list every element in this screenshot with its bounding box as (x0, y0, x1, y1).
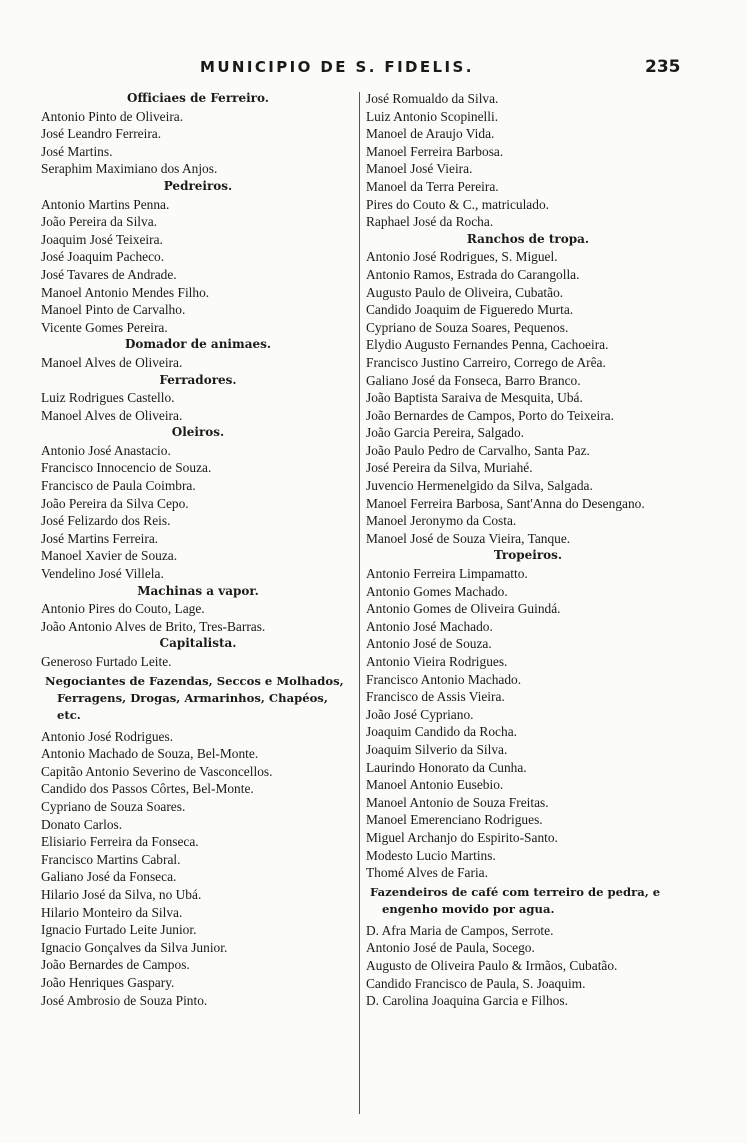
list-item: Joaquim Silverio da Silva. (366, 741, 508, 757)
list-item: Ignacio Gonçalves da Silva Junior. (41, 939, 228, 955)
list-item: Manoel José Vieira. (366, 161, 473, 177)
list-item: Candido dos Passos Côrtes, Bel-Monte. (41, 781, 254, 797)
list-item: Galiano José da Fonseca. (41, 869, 177, 885)
list-item: José Joaquim Pacheco. (41, 249, 165, 265)
list-item: Vicente Gomes Pereira. (41, 319, 168, 335)
section-heading: Tropeiros. (493, 548, 563, 563)
list-item: Francisco Justino Carreiro, Corrego de Arêa. (366, 354, 606, 370)
list-item: João Paulo Pedro de Carvalho, Santa Paz. (366, 442, 590, 458)
section-heading: Ranchos de tropa. (466, 231, 590, 246)
page-number: 235 (645, 57, 681, 77)
section-heading: Pedreiros. (163, 178, 233, 193)
list-item: Donato Carlos. (41, 816, 123, 832)
list-item: Luiz Antonio Scopinelli. (366, 108, 499, 124)
list-item: José Ambrosio de Souza Pinto. (41, 992, 208, 1008)
list-item: Manoel Jeronymo da Costa. (366, 513, 517, 529)
list-item: Manoel da Terra Pereira. (366, 178, 499, 194)
list-item: Luiz Rodrigues Castello. (41, 390, 175, 406)
list-item: João Garcia Pereira, Salgado. (366, 425, 525, 441)
list-item: Galiano José da Fonseca, Barro Branco. (366, 372, 581, 388)
page-title: MUNICIPIO DE S. FIDELIS. (200, 58, 474, 76)
list-item: Manoel Xavier de Souza. (41, 548, 178, 564)
list-item: Antonio José de Paula, Socego. (366, 940, 535, 956)
list-item: Francisco de Paula Coimbra. (41, 478, 196, 494)
list-item: João Pereira da Silva Cepo. (41, 495, 189, 511)
list-item: Miguel Archanjo do Espirito-Santo. (366, 829, 558, 845)
list-item: José Martins Ferreira. (41, 530, 159, 546)
list-item: Antonio José Rodrigues. (41, 728, 174, 744)
list-item: Capitão Antonio Severino de Vasconcellos. (41, 763, 273, 779)
list-item: Seraphim Maximiano dos Anjos. (41, 161, 218, 177)
list-item: Augusto Paulo de Oliveira, Cubatão. (366, 284, 564, 300)
list-item: José Felizardo dos Reis. (41, 513, 171, 529)
section-heading: Capitalista. (159, 636, 237, 651)
list-item: Manoel Antonio Mendes Filho. (41, 284, 210, 300)
list-item: João Bernardes de Campos, Porto do Teixeira. (366, 407, 614, 423)
list-item: Elisiario Ferreira da Fonseca. (41, 834, 199, 850)
list-item: Manoel Antonio Eusebio. (366, 777, 504, 793)
list-item: Antonio Ferreira Limpamatto. (366, 566, 528, 582)
list-item: Francisco de Assis Vieira. (366, 689, 505, 705)
list-item: José Leandro Ferreira. (41, 126, 162, 142)
list-item: Antonio José de Souza. (366, 636, 492, 652)
list-item: José Pereira da Silva, Muriahé. (366, 460, 533, 476)
list-item: Antonio Machado de Souza, Bel-Monte. (41, 746, 259, 762)
list-item: Pires do Couto & C., matriculado. (366, 196, 549, 212)
list-item: José Tavares de Andrade. (41, 266, 177, 282)
list-item: Ignacio Furtado Leite Junior. (41, 922, 197, 938)
list-item: Cypriano de Souza Soares. (41, 798, 186, 814)
list-item: Antonio Vieira Rodrigues. (366, 654, 508, 669)
list-item: Francisco Innocencio de Souza. (41, 460, 212, 476)
list-item: José Romualdo da Silva. (366, 91, 499, 106)
list-item: Manoel Ferreira Barbosa, Sant'Anna do Desengano. (366, 495, 645, 511)
list-item: Antonio Gomes de Oliveira Guindá. (366, 601, 561, 617)
left-column (41, 90, 355, 1009)
list-item: Hilario Monteiro da Silva. (41, 904, 183, 920)
list-item: Candido Francisco de Paula, S. Joaquim. (366, 975, 586, 991)
list-item: Antonio José Rodrigues, S. Miguel. (366, 249, 558, 265)
list-item: João José Cypriano. (366, 706, 474, 722)
list-item: Manoel Ferreira Barbosa. (366, 143, 504, 159)
list-item: João Antonio Alves de Brito, Tres-Barras. (41, 618, 266, 634)
list-item: Modesto Lucio Martins. (366, 847, 496, 863)
list-item: João Henriques Gaspary. (41, 974, 175, 990)
list-item: Juvencio Hermenelgido da Silva, Salgada. (366, 478, 593, 494)
list-item: Elydio Augusto Fernandes Penna, Cachoeira. (366, 337, 609, 353)
list-item: Joaquim José Teixeira. (41, 231, 163, 247)
list-item: D. Carolina Joaquina Garcia e Filhos. (366, 993, 568, 1009)
list-item: Manoel José de Souza Vieira, Tanque. (366, 530, 571, 546)
list-item: João Bernardes de Campos. (41, 957, 190, 973)
section-heading: Machinas a vapor. (137, 583, 259, 598)
list-item: Antonio José Machado. (366, 618, 493, 634)
list-item: Thomé Alves de Faria. (366, 865, 488, 881)
list-item: Cypriano de Souza Soares, Pequenos. (366, 319, 569, 335)
list-item: Francisco Antonio Machado. (366, 671, 522, 687)
list-item: Manoel Pinto de Carvalho. (41, 302, 186, 318)
list-item: Manoel Alves de Oliveira. (41, 354, 183, 370)
list-item: Antonio José Anastacio. (41, 442, 171, 458)
list-item: Augusto de Oliveira Paulo & Irmãos, Cubatão. (366, 957, 618, 973)
column-divider (359, 92, 360, 1114)
list-item: Vendelino José Villela. (41, 566, 164, 582)
list-item: D. Afra Maria de Campos, Serrote. (366, 922, 554, 938)
list-item: Antonio Pinto de Oliveira. (41, 108, 184, 124)
section-heading: Oleiros. (171, 425, 225, 440)
list-item: Manoel Alves de Oliveira. (41, 407, 183, 423)
list-item: João Baptista Saraiva de Mesquita, Ubá. (366, 390, 583, 406)
page-header (0, 58, 747, 82)
list-item: Antonio Gomes Machado. (366, 583, 508, 599)
list-item: Generoso Furtado Leite. (41, 654, 172, 669)
list-item: Antonio Martins Penna. (41, 196, 170, 212)
list-item: Raphael José da Rocha. (366, 214, 494, 230)
list-item: José Martins. (41, 143, 113, 159)
section-heading: Officiaes de Ferreiro. (127, 91, 269, 105)
list-item: Francisco Martins Cabral. (41, 851, 181, 867)
list-item: João Pereira da Silva. (41, 214, 158, 230)
list-item: Manoel Emerenciano Rodrigues. (366, 812, 543, 828)
section-heading: Domador de animaes. (124, 337, 272, 352)
right-column (366, 90, 690, 1010)
list-item: Antonio Pires do Couto, Lage. (41, 601, 205, 617)
section-heading: Negociantes de Fazendas, Seccos e Molhados, Ferragens, Drogas, Armarinhos, Chapéos, etc. (45, 673, 344, 722)
list-item: Hilario José da Silva, no Ubá. (41, 886, 202, 902)
section-heading: Fazendeiros de café com terreiro de pedra, e engenho movido por agua. (370, 884, 661, 916)
list-item: Antonio Ramos, Estrada do Carangolla. (366, 266, 580, 282)
list-item: Joaquim Candido da Rocha. (366, 724, 517, 740)
list-item: Manoel de Araujo Vida. (366, 126, 495, 142)
list-item: Manoel Antonio de Souza Freitas. (366, 794, 549, 810)
list-item: Candido Joaquim de Figueredo Murta. (366, 302, 574, 318)
section-heading: Ferradores. (159, 372, 237, 387)
list-item: Laurindo Honorato da Cunha. (366, 759, 527, 775)
